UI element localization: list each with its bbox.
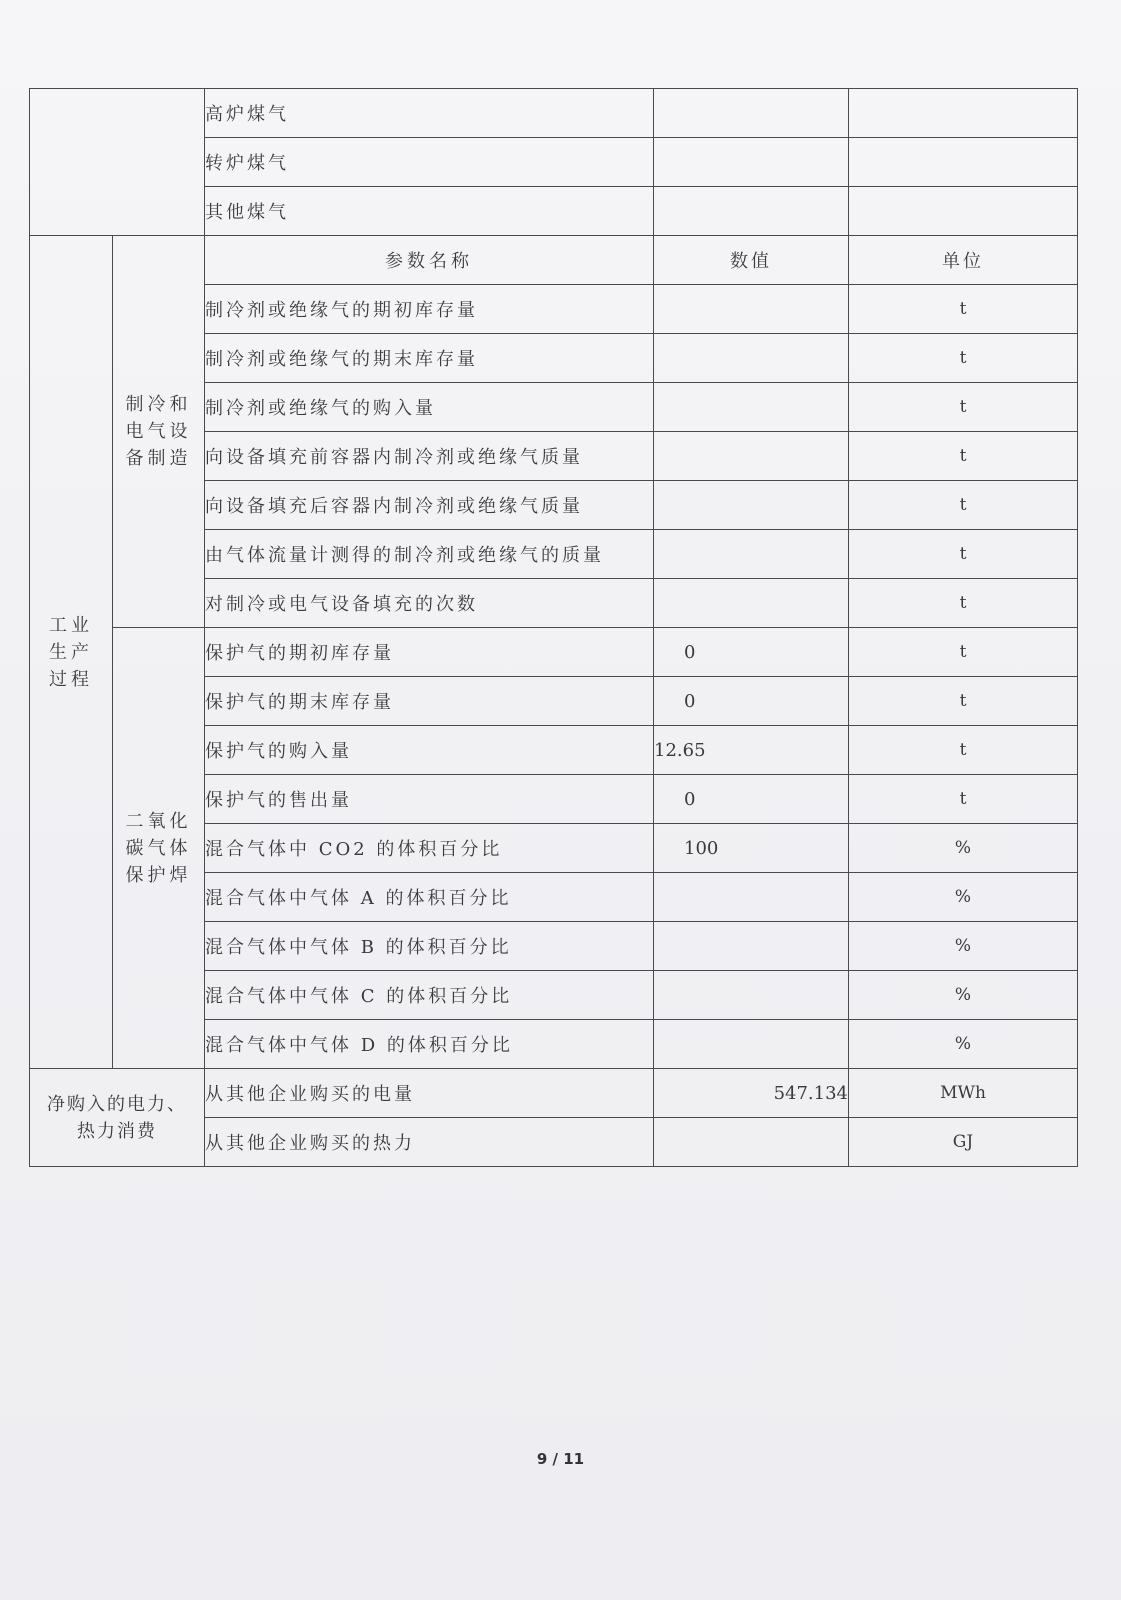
subcategory-refrigeration bbox=[113, 236, 205, 628]
param-value: 12.65 bbox=[654, 726, 849, 775]
param-name: 高炉煤气 bbox=[205, 89, 654, 138]
param-name: 保护气的售出量 bbox=[205, 775, 654, 824]
param-name: 其他煤气 bbox=[205, 187, 654, 236]
param-unit: t bbox=[849, 432, 1078, 481]
param-name: 制冷剂或绝缘气的购入量 bbox=[205, 383, 654, 432]
param-unit: % bbox=[849, 873, 1078, 922]
param-value bbox=[654, 873, 849, 922]
category-line: 热力消费 bbox=[77, 1120, 157, 1142]
param-unit: t bbox=[849, 530, 1078, 579]
param-value: 100 bbox=[654, 824, 849, 873]
page-number: 9 / 11 bbox=[536, 1450, 585, 1468]
subcategory-line: 二氧化 bbox=[125, 810, 192, 832]
param-name: 由气体流量计测得的制冷剂或绝缘气的质量 bbox=[205, 530, 654, 579]
param-unit: t bbox=[849, 481, 1078, 530]
param-value bbox=[654, 432, 849, 481]
table-row bbox=[30, 1069, 1078, 1118]
param-unit: % bbox=[849, 971, 1078, 1020]
param-value bbox=[654, 971, 849, 1020]
param-name: 混合气体中气体 A 的体积百分比 bbox=[205, 873, 654, 922]
param-name: 保护气的期末库存量 bbox=[205, 677, 654, 726]
category-line: 过程 bbox=[49, 668, 93, 690]
param-value bbox=[654, 481, 849, 530]
param-name: 制冷剂或绝缘气的期初库存量 bbox=[205, 285, 654, 334]
category-line: 净购入的电力、 bbox=[47, 1093, 187, 1115]
param-name: 保护气的期初库存量 bbox=[205, 628, 654, 677]
param-value bbox=[654, 1118, 849, 1167]
param-unit: t bbox=[849, 334, 1078, 383]
param-value bbox=[654, 187, 849, 236]
param-value bbox=[654, 334, 849, 383]
param-name: 混合气体中气体 D 的体积百分比 bbox=[205, 1020, 654, 1069]
param-name: 从其他企业购买的电量 bbox=[205, 1069, 654, 1118]
subcategory-line: 电气设 bbox=[125, 421, 192, 442]
param-unit: t bbox=[849, 579, 1078, 628]
param-name: 向设备填充后容器内制冷剂或绝缘气质量 bbox=[205, 481, 654, 530]
category-line: 工业 bbox=[49, 614, 93, 636]
param-name: 对制冷或电气设备填充的次数 bbox=[205, 579, 654, 628]
table-row bbox=[30, 89, 1078, 138]
param-unit: t bbox=[849, 775, 1078, 824]
param-name: 保护气的购入量 bbox=[205, 726, 654, 775]
param-value: 0 bbox=[654, 775, 849, 824]
subcategory-line: 碳气体 bbox=[125, 837, 192, 859]
param-unit: GJ bbox=[849, 1118, 1078, 1167]
param-unit: MWh bbox=[849, 1069, 1078, 1118]
param-unit: t bbox=[849, 285, 1078, 334]
subcategory-line: 备制造 bbox=[125, 448, 192, 469]
param-unit bbox=[849, 187, 1078, 236]
param-value: 0 bbox=[654, 628, 849, 677]
gas-category-cell bbox=[30, 89, 205, 236]
subcategory-line: 制冷和 bbox=[125, 394, 192, 415]
header-param-name: 参数名称 bbox=[205, 236, 654, 285]
param-name: 混合气体中气体 B 的体积百分比 bbox=[205, 922, 654, 971]
category-industrial-process bbox=[30, 236, 113, 1069]
param-unit: % bbox=[849, 1020, 1078, 1069]
emissions-parameter-table bbox=[29, 88, 1078, 1167]
param-unit: t bbox=[849, 677, 1078, 726]
param-value bbox=[654, 138, 849, 187]
param-unit: t bbox=[849, 383, 1078, 432]
param-value bbox=[654, 383, 849, 432]
param-value bbox=[654, 89, 849, 138]
category-purchased-energy bbox=[30, 1069, 205, 1167]
param-name: 混合气体中 CO2 的体积百分比 bbox=[205, 824, 654, 873]
param-value bbox=[654, 922, 849, 971]
param-name: 转炉煤气 bbox=[205, 138, 654, 187]
param-unit: % bbox=[849, 922, 1078, 971]
param-value bbox=[654, 285, 849, 334]
subcategory-line: 保护焊 bbox=[125, 864, 192, 886]
subcategory-co2-welding bbox=[113, 628, 205, 1069]
param-value bbox=[654, 1020, 849, 1069]
param-name: 制冷剂或绝缘气的期末库存量 bbox=[205, 334, 654, 383]
param-name: 混合气体中气体 C 的体积百分比 bbox=[205, 971, 654, 1020]
header-value: 数值 bbox=[654, 236, 849, 285]
param-value bbox=[654, 579, 849, 628]
param-unit: % bbox=[849, 824, 1078, 873]
param-unit: t bbox=[849, 726, 1078, 775]
param-value: 547.134 bbox=[654, 1069, 849, 1118]
table-header-row bbox=[30, 236, 1078, 285]
header-unit: 单位 bbox=[849, 236, 1078, 285]
param-value bbox=[654, 530, 849, 579]
category-line: 生产 bbox=[49, 641, 93, 663]
table-row bbox=[30, 628, 1078, 677]
param-value: 0 bbox=[654, 677, 849, 726]
param-name: 从其他企业购买的热力 bbox=[205, 1118, 654, 1167]
param-name: 向设备填充前容器内制冷剂或绝缘气质量 bbox=[205, 432, 654, 481]
param-unit bbox=[849, 138, 1078, 187]
param-unit bbox=[849, 89, 1078, 138]
param-unit: t bbox=[849, 628, 1078, 677]
